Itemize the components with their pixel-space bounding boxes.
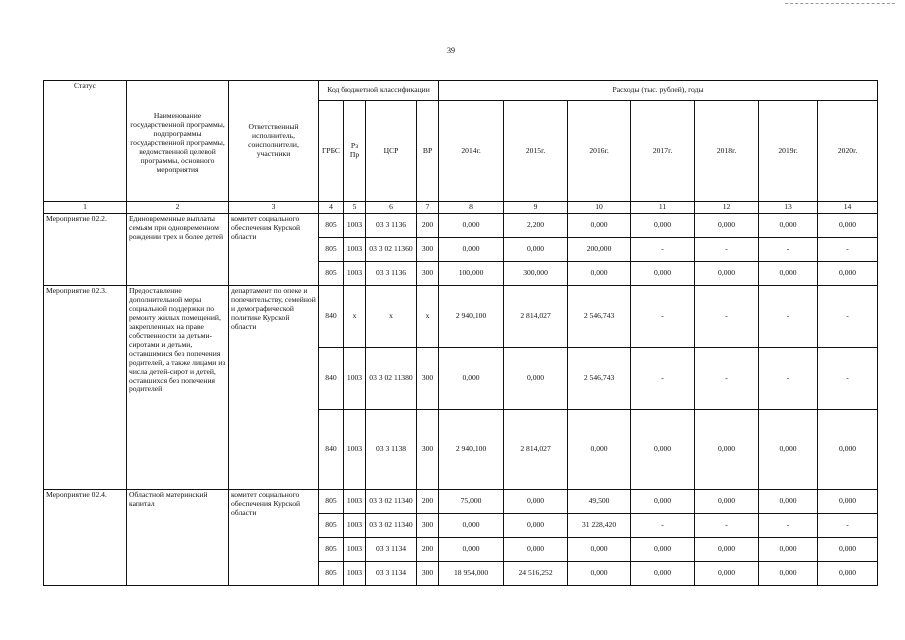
cell-amount: -: [759, 286, 818, 348]
cell-grbs: 805: [319, 238, 344, 262]
cell-rzpr: 1003: [344, 514, 366, 538]
cell-csr: 03 3 02 11340: [366, 490, 417, 514]
cell-grbs: 805: [319, 214, 344, 238]
cell-amount: -: [759, 514, 818, 538]
column-index: 7: [417, 202, 439, 214]
cell-amount: -: [759, 238, 818, 262]
cell-vr: 200: [417, 538, 439, 562]
cell-amount: 18 954,000: [439, 562, 504, 586]
cell-amount: 0,000: [631, 562, 695, 586]
cell-grbs: 840: [319, 410, 344, 490]
cell-amount: 2 814,027: [504, 410, 568, 490]
row-status: Мероприятие 02.4.: [44, 490, 127, 586]
cell-csr: 03 3 1136: [366, 262, 417, 286]
cell-amount: 0,000: [504, 348, 568, 410]
column-index: 2: [127, 202, 229, 214]
cell-vr: 300: [417, 562, 439, 586]
cell-amount: 0,000: [439, 348, 504, 410]
cell-vr: 200: [417, 490, 439, 514]
cell-rzpr: 1003: [344, 410, 366, 490]
cell-amount: 0,000: [759, 562, 818, 586]
cell-rzpr: 1003: [344, 348, 366, 410]
header-grbs: ГРБС: [319, 101, 344, 202]
column-index-row: [44, 202, 878, 214]
header-expenses: Расходы (тыс. рублей), годы: [439, 81, 878, 101]
cell-amount: 0,000: [568, 538, 631, 562]
cell-amount: 0,000: [631, 490, 695, 514]
cell-rzpr: 1003: [344, 214, 366, 238]
cell-csr: х: [366, 286, 417, 348]
cell-amount: 0,000: [759, 490, 818, 514]
column-index: 3: [229, 202, 319, 214]
cell-amount: 0,000: [695, 214, 759, 238]
cell-amount: -: [695, 238, 759, 262]
row-name: Единовременные выплаты семьям при одновременном рождении трех и более детей: [127, 214, 229, 286]
cell-amount: 0,000: [439, 238, 504, 262]
cell-amount: -: [818, 238, 878, 262]
cell-amount: 0,000: [439, 514, 504, 538]
cell-amount: 0,000: [568, 562, 631, 586]
table-row: [44, 490, 878, 514]
cell-amount: 300,000: [504, 262, 568, 286]
header-rzpr: Рз Пр: [344, 101, 366, 202]
row-responsible: департамент по опеке и попечительству, семейной и демографической политике Курской области: [229, 286, 319, 490]
column-index: 10: [568, 202, 631, 214]
header-responsible: Ответственный исполнитель, соисполнители, участники: [229, 81, 319, 202]
column-index: 5: [344, 202, 366, 214]
cell-vr: 300: [417, 514, 439, 538]
cell-amount: 0,000: [818, 214, 878, 238]
cell-amount: -: [695, 348, 759, 410]
table-body: [44, 214, 878, 586]
cell-vr: 300: [417, 348, 439, 410]
cell-amount: 0,000: [818, 490, 878, 514]
cell-amount: 2 814,027: [504, 286, 568, 348]
header-year-2019: 2019г.: [759, 101, 818, 202]
cell-amount: 0,000: [631, 262, 695, 286]
cell-amount: 0,000: [818, 262, 878, 286]
cell-csr: 03 3 02 11340: [366, 514, 417, 538]
cell-amount: 2,200: [504, 214, 568, 238]
cell-amount: -: [631, 238, 695, 262]
cell-amount: 0,000: [568, 262, 631, 286]
cell-amount: 0,000: [568, 214, 631, 238]
row-responsible: комитет социального обеспечения Курской области: [229, 214, 319, 286]
header-year-2020: 2020г.: [818, 101, 878, 202]
cell-csr: 03 3 1136: [366, 214, 417, 238]
header-budget-code: Код бюджетной классификации: [319, 81, 439, 101]
cell-amount: -: [818, 348, 878, 410]
cell-amount: 0,000: [818, 410, 878, 490]
cell-grbs: 805: [319, 538, 344, 562]
cell-amount: 31 228,420: [568, 514, 631, 538]
cell-amount: -: [631, 514, 695, 538]
cell-csr: 03 3 02 11360: [366, 238, 417, 262]
header-csr: ЦСР: [366, 101, 417, 202]
cell-amount: 2 546,743: [568, 286, 631, 348]
budget-table: [43, 80, 878, 586]
cell-amount: 49,500: [568, 490, 631, 514]
cell-amount: 0,000: [695, 562, 759, 586]
cell-rzpr: 1003: [344, 262, 366, 286]
cell-vr: 300: [417, 410, 439, 490]
cell-vr: х: [417, 286, 439, 348]
cell-amount: -: [759, 348, 818, 410]
table-row: [44, 286, 878, 348]
cell-amount: 0,000: [504, 238, 568, 262]
column-index: 4: [319, 202, 344, 214]
cell-amount: 0,000: [439, 538, 504, 562]
cell-grbs: 840: [319, 348, 344, 410]
cell-amount: 0,000: [504, 538, 568, 562]
row-status: Мероприятие 02.2.: [44, 214, 127, 286]
cell-amount: 24 516,252: [504, 562, 568, 586]
column-index: 6: [366, 202, 417, 214]
cell-rzpr: 1003: [344, 238, 366, 262]
cell-amount: 100,000: [439, 262, 504, 286]
cell-amount: 0,000: [568, 410, 631, 490]
cell-amount: 0,000: [759, 538, 818, 562]
column-index: 12: [695, 202, 759, 214]
cell-csr: 03 3 02 11380: [366, 348, 417, 410]
cell-amount: 0,000: [631, 214, 695, 238]
column-index: 8: [439, 202, 504, 214]
cell-amount: 200,000: [568, 238, 631, 262]
cell-amount: -: [818, 514, 878, 538]
header-year-2017: 2017г.: [631, 101, 695, 202]
cell-vr: 200: [417, 214, 439, 238]
cell-amount: -: [631, 348, 695, 410]
column-index: 14: [818, 202, 878, 214]
cell-grbs: 805: [319, 262, 344, 286]
cell-amount: 0,000: [504, 514, 568, 538]
cell-amount: -: [818, 286, 878, 348]
column-index: 11: [631, 202, 695, 214]
cell-rzpr: х: [344, 286, 366, 348]
header-year-2014: 2014г.: [439, 101, 504, 202]
row-name: Областной материнский капитал: [127, 490, 229, 586]
cell-vr: 300: [417, 262, 439, 286]
cell-amount: 0,000: [818, 538, 878, 562]
cell-amount: 2 546,743: [568, 348, 631, 410]
cell-amount: 0,000: [695, 538, 759, 562]
cell-amount: -: [695, 286, 759, 348]
column-index: 1: [44, 202, 127, 214]
cell-amount: 0,000: [695, 410, 759, 490]
top-edge-line: [785, 3, 895, 4]
column-index: 13: [759, 202, 818, 214]
cell-amount: 2 940,100: [439, 410, 504, 490]
header-vr: ВР: [417, 101, 439, 202]
cell-rzpr: 1003: [344, 562, 366, 586]
row-responsible: комитет социального обеспечения Курской области: [229, 490, 319, 586]
cell-csr: 03 3 1134: [366, 562, 417, 586]
cell-amount: 75,000: [439, 490, 504, 514]
header-year-2015: 2015г.: [504, 101, 568, 202]
header-status: Статус: [44, 81, 127, 202]
cell-grbs: 805: [319, 490, 344, 514]
cell-amount: 0,000: [818, 562, 878, 586]
row-name: Предоставление дополнительной меры социальной поддержки по ремонту жилых помещений, закрепленных на праве собственности за детьми-сиротами и детьми, оставшимися без попечения родителей, а также лицами из числа детей-сирот и детей, оставшихся без попечения родителей: [127, 286, 229, 490]
cell-vr: 300: [417, 238, 439, 262]
cell-amount: 0,000: [695, 490, 759, 514]
row-status: Мероприятие 02.3.: [44, 286, 127, 490]
cell-amount: -: [695, 514, 759, 538]
cell-amount: 0,000: [631, 410, 695, 490]
cell-grbs: 805: [319, 562, 344, 586]
cell-rzpr: 1003: [344, 538, 366, 562]
page-number: 39: [447, 46, 455, 55]
cell-amount: 0,000: [759, 410, 818, 490]
header-year-2018: 2018г.: [695, 101, 759, 202]
cell-grbs: 840: [319, 286, 344, 348]
cell-amount: 0,000: [759, 214, 818, 238]
header-year-2016: 2016г.: [568, 101, 631, 202]
cell-grbs: 805: [319, 514, 344, 538]
column-index: 9: [504, 202, 568, 214]
cell-csr: 03 3 1138: [366, 410, 417, 490]
cell-amount: 2 940,100: [439, 286, 504, 348]
cell-amount: -: [631, 286, 695, 348]
cell-amount: 0,000: [439, 214, 504, 238]
cell-amount: 0,000: [695, 262, 759, 286]
cell-amount: 0,000: [631, 538, 695, 562]
cell-csr: 03 3 1134: [366, 538, 417, 562]
cell-rzpr: 1003: [344, 490, 366, 514]
cell-amount: 0,000: [759, 262, 818, 286]
table-row: [44, 214, 878, 238]
header-name: Наименование государственной программы, подпрограммы государственной программы, ведомственной целевой программы, основного мероприятия: [127, 81, 229, 202]
cell-amount: 0,000: [504, 490, 568, 514]
